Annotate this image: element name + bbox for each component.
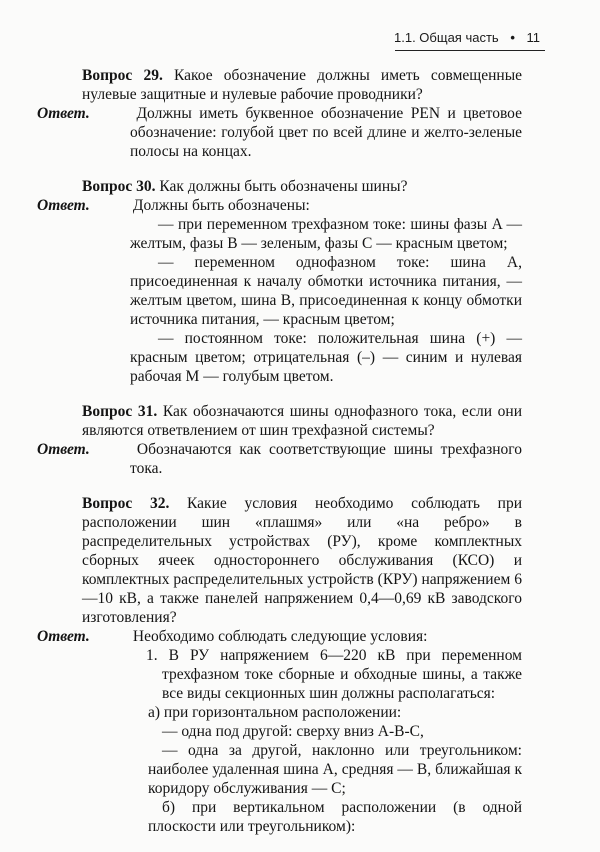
list-item: — переменном однофазном токе: шина А, присоединенная к началу обмотки источника питания, — желтым цветом, шина В, присоединенная к концу обмотки источника питания, — красным цветом; <box>130 254 522 328</box>
question-29-text <box>82 66 522 104</box>
answer-body: Должны быть обозначены: <box>132 197 310 214</box>
question-body: Как должны быть обозначены шины? <box>159 178 408 195</box>
question-label: Вопрос 31. <box>82 403 158 420</box>
question-body: Какое обозначение должны иметь совмещенные нулевые защитные и нулевые рабочие проводники? <box>82 67 522 103</box>
section-title: 1.1. Общая часть <box>394 30 499 45</box>
list-item: — постоянном токе: положительная шина (+) — красным цветом; отрицательная (–) — синим и нулевая рабочая M — голубым цветом. <box>130 330 522 385</box>
answer-31 <box>37 440 523 478</box>
answer-label: Ответ. <box>37 441 90 458</box>
answer-30-list <box>82 215 522 386</box>
page-number: 11 <box>526 30 540 45</box>
bullet: • <box>510 30 515 45</box>
answer-32 <box>37 627 522 646</box>
answer-label: Ответ. <box>37 197 90 214</box>
list-item: — при переменном трехфазном токе: шины фазы A — желтым, фазы B — зеленым, фазы C — красным цветом; <box>130 216 522 252</box>
answer-30 <box>37 196 522 215</box>
question-31-text <box>82 402 522 440</box>
question-31 <box>37 402 523 478</box>
page-header <box>394 30 540 45</box>
header-rule <box>395 50 545 51</box>
answer-32-list <box>82 646 522 703</box>
question-body: Какие условия необходимо соблюдать при расположении шин «плашмя» или «на ребро» в распределительных устройствах (РУ), кроме комплектных сборных ячеек одностороннего обслуживания (КСО) и комплектных распределительных устройств (КРУ) напряжением 6—10 кВ, а также панелей напряжением 0,4—0,69 кВ заводского изготовления? <box>82 495 522 626</box>
question-body: Как обозначаются шины однофазного тока, если они являются ответвлением от шин трехфазной системы? <box>82 403 522 439</box>
answer-body: Должны иметь буквенное обозначение PEN и цветовое обозначение: голубой цвет по всей длине и желто-зеленые полосы на концах. <box>130 105 522 160</box>
answer-body: Необходимо соблюдать следующие условия: <box>132 628 428 645</box>
question-30-text <box>82 177 522 196</box>
sub-item-a-1: — одна под другой: сверху вниз А-В-С, <box>162 723 424 740</box>
question-label: Вопрос 29. <box>82 67 163 84</box>
answer-label: Ответ. <box>37 105 90 122</box>
question-32-text <box>82 494 522 627</box>
answer-body: Обозначаются как соответствующие шины трехфазного тока. <box>130 441 523 477</box>
question-label: Вопрос 30. <box>82 178 156 195</box>
sub-item-a-2: — одна за другой, наклонно или треугольником: наиболее удаленная шина А, средняя — В, ближайшая к коридору обслуживания — С; <box>148 742 522 797</box>
sub-item-a: а) при горизонтальном расположении: <box>148 704 402 721</box>
sub-list <box>82 703 522 836</box>
sub-item-b: б) при вертикальном расположении (в одной плоскости или треугольником): <box>148 799 522 835</box>
answer-label: Ответ. <box>37 628 90 645</box>
answer-29 <box>37 104 522 161</box>
question-30 <box>37 177 522 386</box>
page-content <box>37 66 523 852</box>
question-29 <box>37 66 522 161</box>
numbered-item: 1. В РУ напряжением 6—220 кВ при переменном трехфазном токе сборные и обходные шины, а также все виды секционных шин должны располагаться: <box>146 647 522 702</box>
question-32 <box>37 494 522 836</box>
question-label: Вопрос 32. <box>82 495 170 512</box>
